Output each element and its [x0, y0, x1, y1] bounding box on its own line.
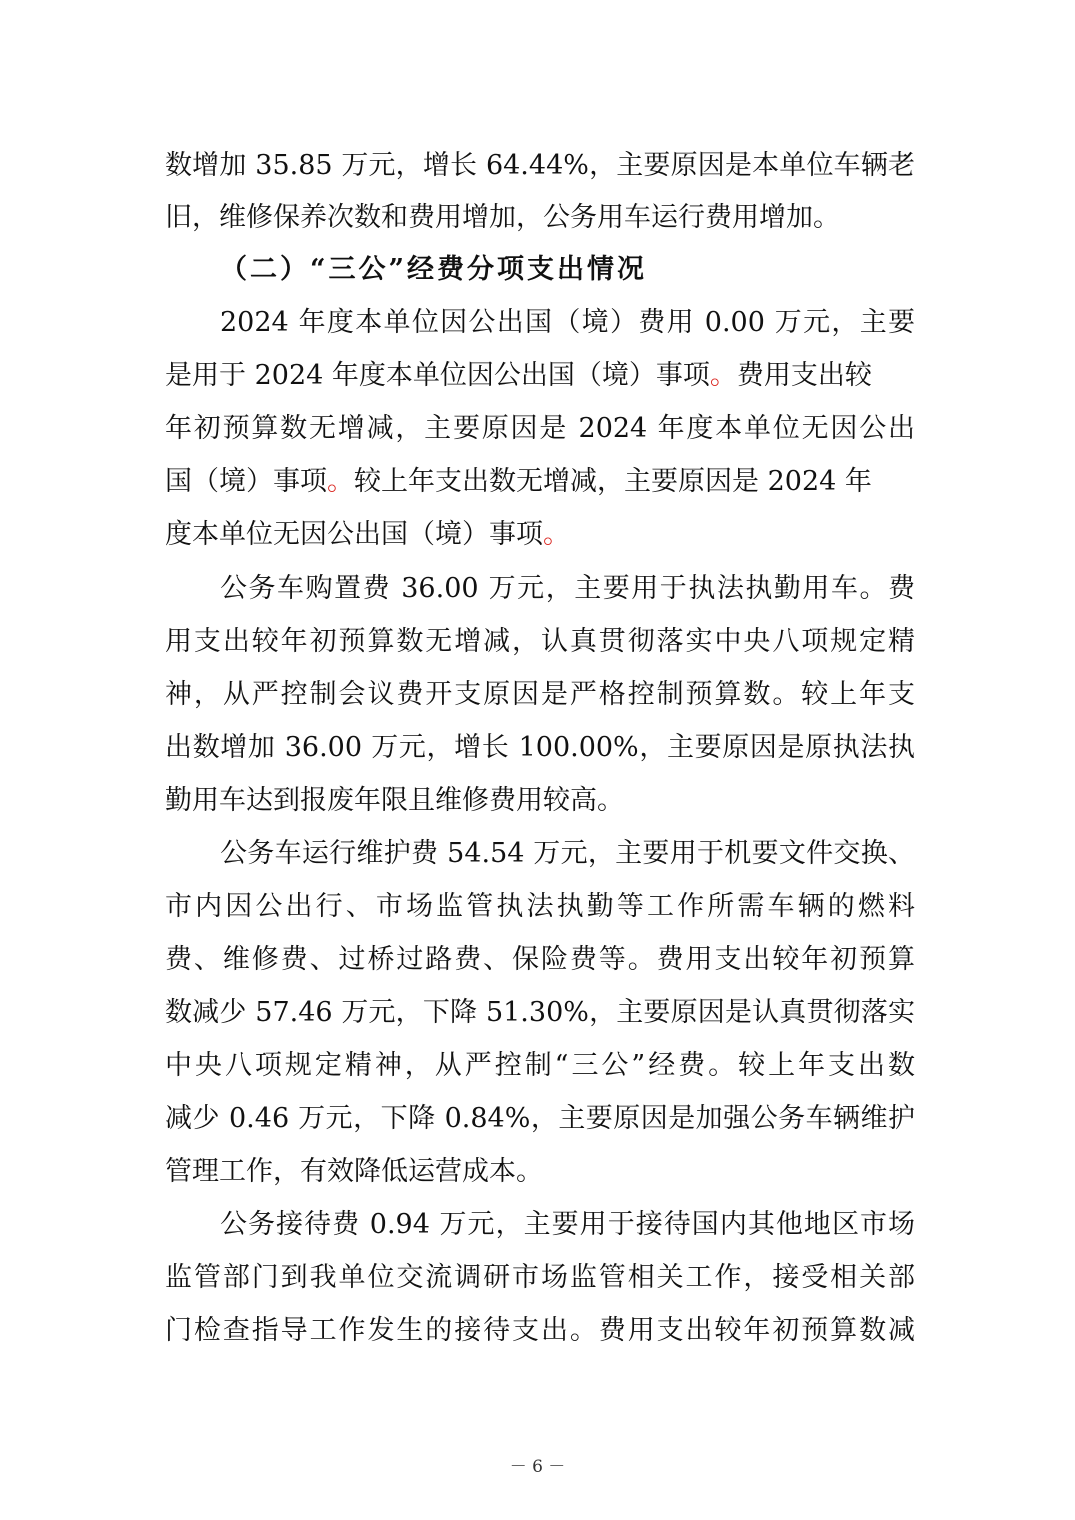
revision-mark: 。 — [709, 360, 737, 391]
text-line — [165, 515, 915, 555]
text-line: 数减少 57.46 万元，下降 51.30%，主要原因是认真贯彻落实 — [165, 997, 915, 1028]
text-line: 数增加 35.85 万元，增长 64.44%，主要原因是本单位车辆老 — [165, 150, 915, 181]
text-line — [165, 356, 915, 396]
text-line: 门检查指导工作发生的接待支出。费用支出较年初预算数减 — [165, 1315, 915, 1346]
text-line: 市内因公出行、市场监管执法执勤等工作所需车辆的燃料 — [165, 891, 915, 922]
text-line — [165, 462, 915, 502]
revision-mark: 。 — [543, 519, 570, 550]
text-line: 公务车运行维护费 54.54 万元，主要用于机要文件交换、 — [220, 838, 915, 869]
page-number: － 6 － — [509, 1457, 566, 1477]
text-line: 勤用车达到报废年限且维修费用较高。 — [165, 785, 624, 816]
text-line: 公务车购置费 36.00 万元，主要用于执法执勤用车。费 — [220, 573, 915, 604]
text-line: 减少 0.46 万元，下降 0.84%，主要原因是加强公务车辆维护 — [165, 1103, 915, 1134]
text-segment: 度本单位无因公出国（境）事项 — [165, 519, 543, 550]
text-line: 2024 年度本单位因公出国（境）费用 0.00 万元，主要 — [220, 307, 915, 338]
text-line: 旧，维修保养次数和费用增加，公务用车运行费用增加。 — [165, 202, 840, 233]
text-line: 出数增加 36.00 万元，增长 100.00%，主要原因是原执法执 — [165, 732, 915, 763]
section-heading: （二）“三公”经费分项支出情况 — [220, 254, 648, 285]
text-line: 神，从严控制会议费开支原因是严格控制预算数。较上年支 — [165, 679, 915, 710]
text-segment: 是用于 2024 年度本单位因公出国（境）事项 — [165, 360, 710, 391]
text-line: 费、维修费、过桥过路费、保险费等。费用支出较年初预算 — [165, 944, 915, 975]
text-segment: 较上年支出数无增减，主要原因是 2024 年 — [354, 466, 872, 497]
text-line: 中央八项规定精神，从严控制“三公”经费。较上年支出数 — [165, 1050, 915, 1081]
text-line: 用支出较年初预算数无增减，认真贯彻落实中央八项规定精 — [165, 626, 915, 657]
text-line: 监管部门到我单位交流调研市场监管相关工作，接受相关部 — [165, 1262, 915, 1293]
text-segment: 费用支出较 — [736, 360, 872, 391]
text-line: 管理工作，有效降低运营成本。 — [165, 1156, 543, 1187]
revision-mark: 。 — [327, 466, 354, 497]
text-segment: 国（境）事项 — [165, 466, 327, 497]
text-line: 公务接待费 0.94 万元，主要用于接待国内其他地区市场 — [220, 1209, 915, 1240]
text-line: 年初预算数无增减，主要原因是 2024 年度本单位无因公出 — [165, 413, 915, 444]
